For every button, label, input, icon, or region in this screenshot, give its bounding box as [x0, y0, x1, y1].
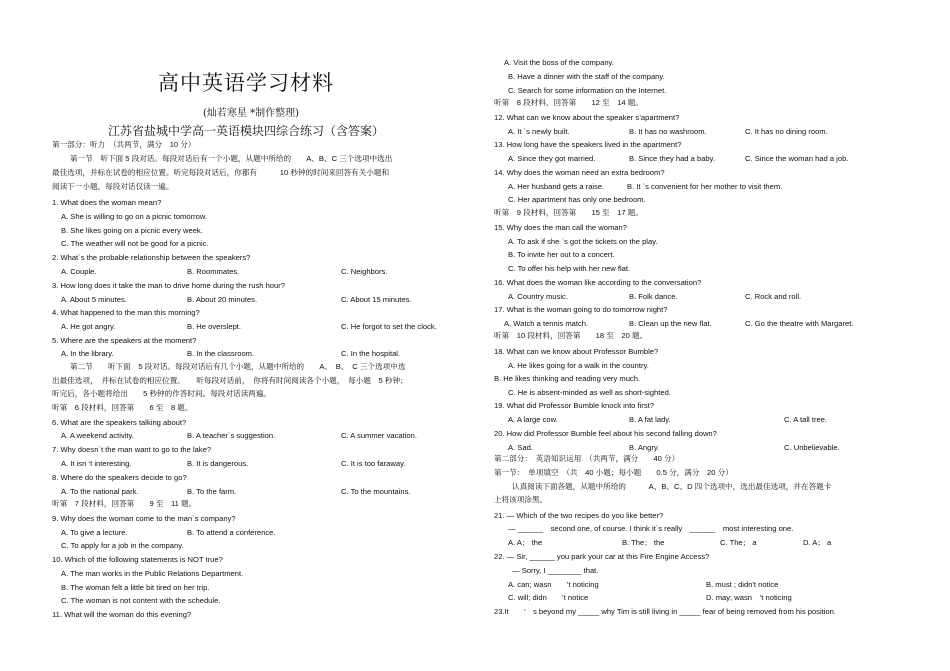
question: 8. Where do the speakers decide to go? [52, 473, 187, 482]
option: A. Country music. [508, 292, 568, 301]
option: B. It has no washroom. [629, 127, 707, 136]
option: B. She likes going on a picnic every week. [61, 226, 203, 235]
option: A. can; wasn ’t noticing [508, 580, 599, 589]
material-heading: 听第 6 段材料，回答第 6 至 8 题。 [52, 403, 193, 412]
option: A. To the national park. [61, 487, 139, 496]
option: B. The； the [622, 538, 665, 547]
question: 1. What does the woman mean? [52, 198, 162, 207]
option: A. In the library. [61, 349, 114, 358]
option: C. A summer vacation. [341, 431, 417, 440]
question-line: — Sorry, I ________ that. [512, 566, 599, 575]
question: 12. What can we know about the speaker s’apartment? [494, 113, 680, 122]
option: B. In the classroom. [187, 349, 255, 358]
option: A. Visit the boss of the company. [504, 58, 614, 67]
question: 11. What will the woman do this evening? [52, 610, 192, 619]
option: C. To the mountains. [341, 487, 411, 496]
question: 14. Why does the woman need an extra bedroom? [494, 168, 665, 177]
question: 3. How long does it take the man to drive home during the rush hour? [52, 281, 286, 290]
option: A. About 5 minutes. [61, 295, 127, 304]
option: C. Unbelievable. [784, 443, 840, 452]
question: 16. What does the woman like according to the conversation? [494, 278, 702, 287]
option: C. Since the woman had a job. [745, 154, 849, 163]
section2-instruction: 出最佳选项， 并标在试卷的相应位置。 听每段对话前， 你将有时间阅读各个小题， 每小题 5 秒钟； [52, 376, 408, 385]
option: B. It is dangerous. [187, 459, 249, 468]
question: 6. What are the speakers talking about? [52, 418, 187, 427]
question-line: — ______ second one, of course. I think it`s really ______ most interesting one. [508, 524, 794, 533]
section1-instruction: 最佳选项，并标在试卷的相应位置。听完每段对话后，你都有 10 秒钟的时间来回答有关小题和 [52, 168, 390, 177]
part1-heading: 第一部分：听力 （共两节，满分 10 分） [52, 140, 196, 149]
option: B. A fat lady. [629, 415, 671, 424]
document-title: 高中英语学习材料 [158, 71, 334, 95]
section1-instruction: 阅读下一小题。每段对话仅读一遍。 [52, 182, 174, 191]
option: A. Since they got married. [508, 154, 596, 163]
option: B. Folk dance. [629, 292, 678, 301]
option: C. The woman is not content with the schedule. [61, 596, 221, 605]
option: C. Rock and roll. [745, 292, 802, 301]
option: A. A large cow. [508, 415, 558, 424]
option: D. may; wasn ’t noticing [706, 593, 792, 602]
option: B. A teacher`s suggestion. [187, 431, 276, 440]
section-instruction: 认真阅读下面各题，从题中所给的 A、B、C、D 四个选项中，选出最佳选项，并在答题卡 [512, 482, 832, 491]
question: 4. What happened to the man this morning? [52, 308, 200, 317]
option: B. He overslept. [187, 322, 242, 331]
option: C. A tall tree. [784, 415, 828, 424]
option: C. About 15 minutes. [341, 295, 412, 304]
option: C. Search for some information on the Internet. [508, 86, 667, 95]
material-heading: 听第 9 段材料，回答第 15 至 17 题。 [494, 208, 643, 217]
option: B. To attend a conference. [187, 528, 276, 537]
option: A. He likes going for a walk in the country. [508, 361, 649, 370]
option: B. Angry. [629, 443, 660, 452]
option: B. He likes thinking and reading very much. [494, 374, 641, 383]
option: B. Roommates. [187, 267, 240, 276]
question: 5. Where are the speakers at the moment? [52, 336, 197, 345]
option: B. To the farm. [187, 487, 237, 496]
option: C. Her apartment has only one bedroom. [508, 195, 646, 204]
option: A. A weekend activity. [61, 431, 134, 440]
section2-instruction: 第二节 听下面 5 段对话。每段对话后有几个小题，从题中所给的 A、 B、 C 三个选项中选 [70, 362, 406, 371]
question: 23.It ’ s beyond my _____ why Tim is still living in _____ fear of being removed from his position. [494, 607, 837, 616]
option: C. He is absent-minded as well as short-sighted. [508, 388, 671, 397]
question: 10. Which of the following statements is NOT true? [52, 555, 223, 564]
option: C. It has no dining room. [745, 127, 828, 136]
option: B. Have a dinner with the staff of the company. [508, 72, 665, 81]
option: A. Couple. [61, 267, 97, 276]
option: C. It is too faraway. [341, 459, 406, 468]
option: B. must ; didn't notice [706, 580, 779, 589]
option: C. To apply for a job in the company. [61, 541, 184, 550]
part2-heading: 第二部分： 英语知识运用 （共两节，满分 40 分） [494, 454, 680, 463]
section-instruction: 上将该项涂黑。 [494, 495, 548, 504]
document-subtitle: 江苏省盐城中学高一英语模块四综合练习（含答案） [108, 124, 385, 138]
question: 7. Why doesn`t the man want to go to the lake? [52, 445, 212, 454]
option: B. Since they had a baby. [629, 154, 715, 163]
document-compiler-note: (灿若寒星 *制作整理) [203, 108, 299, 119]
option: D. A； a [803, 538, 832, 547]
material-heading: 听第 10 段材料，回答第 18 至 20 题。 [494, 331, 648, 340]
option: A. Her husband gets a raise. [508, 182, 605, 191]
option: B. About 20 minutes. [187, 295, 258, 304]
option: C. The weather will not be good for a picnic. [61, 239, 209, 248]
option: A. To give a lecture. [61, 528, 128, 537]
option: A. A； the [508, 538, 543, 547]
option: C. Neighbors. [341, 267, 388, 276]
question: 15. Why does the man call the woman? [494, 223, 627, 232]
option: B. Clean up the new flat. [629, 319, 712, 328]
question: 2. What`s the probable relationship between the speakers? [52, 253, 251, 262]
section1-heading: 第一节： 单项填空 （共 40 小题；每小题 0.5 分，满分 20 分） [494, 468, 733, 477]
question: 19. What did Professor Bumble knock into first? [494, 401, 654, 410]
option: A. He got angry. [61, 322, 116, 331]
option: C. To offer his help with her new flat. [508, 264, 631, 273]
section2-instruction: 听完后，各小题将给出 5 秒钟的作答时间。每段对话读两遍。 [52, 389, 271, 398]
section1-instruction: 第一节 听下面 5 段对话。每段对话后有一个小题，从题中所给的 A、B、C 三个选项中选出 [70, 154, 393, 163]
option: A. It `s newly built. [508, 127, 570, 136]
option: A. It isn ’t interesting. [61, 459, 132, 468]
option: B. The woman felt a little bit tired on her trip. [61, 583, 210, 592]
option: B. It `s convenient for her mother to visit them. [627, 182, 783, 191]
question: 18. What can we know about Professor Bumble? [494, 347, 659, 356]
question: 9. Why does the woman come to the man`s company? [52, 514, 236, 523]
option: B. To invite her out to a concert. [508, 250, 615, 259]
question: 13. How long have the speakers lived in the apartment? [494, 140, 682, 149]
option: C. Go the theatre with Margaret. [745, 319, 854, 328]
option: A. Watch a tennis match. [504, 319, 589, 328]
option: C. He forgot to set the clock. [341, 322, 437, 331]
option: A. The man works in the Public Relations Department. [61, 569, 244, 578]
question: 17. What is the woman going to do tomorrow night? [494, 305, 668, 314]
option: A. Sad. [508, 443, 533, 452]
option: C. will; didn ’t notice [508, 593, 589, 602]
option: A. She is willing to go on a picnic tomorrow. [61, 212, 208, 221]
question: 21. — Which of the two recipes do you like better? [494, 511, 664, 520]
material-heading: 听第 8 段材料，回答第 12 至 14 题。 [494, 98, 643, 107]
question: 20. How did Professor Bumble feel about his second falling down? [494, 429, 717, 438]
question: 22. — Sir, ______ you park your car at this Fire Engine Access? [494, 552, 710, 561]
option: A. To ask if she `s got the tickets on the play. [508, 237, 658, 246]
option: C. In the hospital. [341, 349, 401, 358]
material-heading: 听第 7 段材料，回答第 9 至 11 题。 [52, 499, 197, 508]
option: C. The； a [720, 538, 757, 547]
